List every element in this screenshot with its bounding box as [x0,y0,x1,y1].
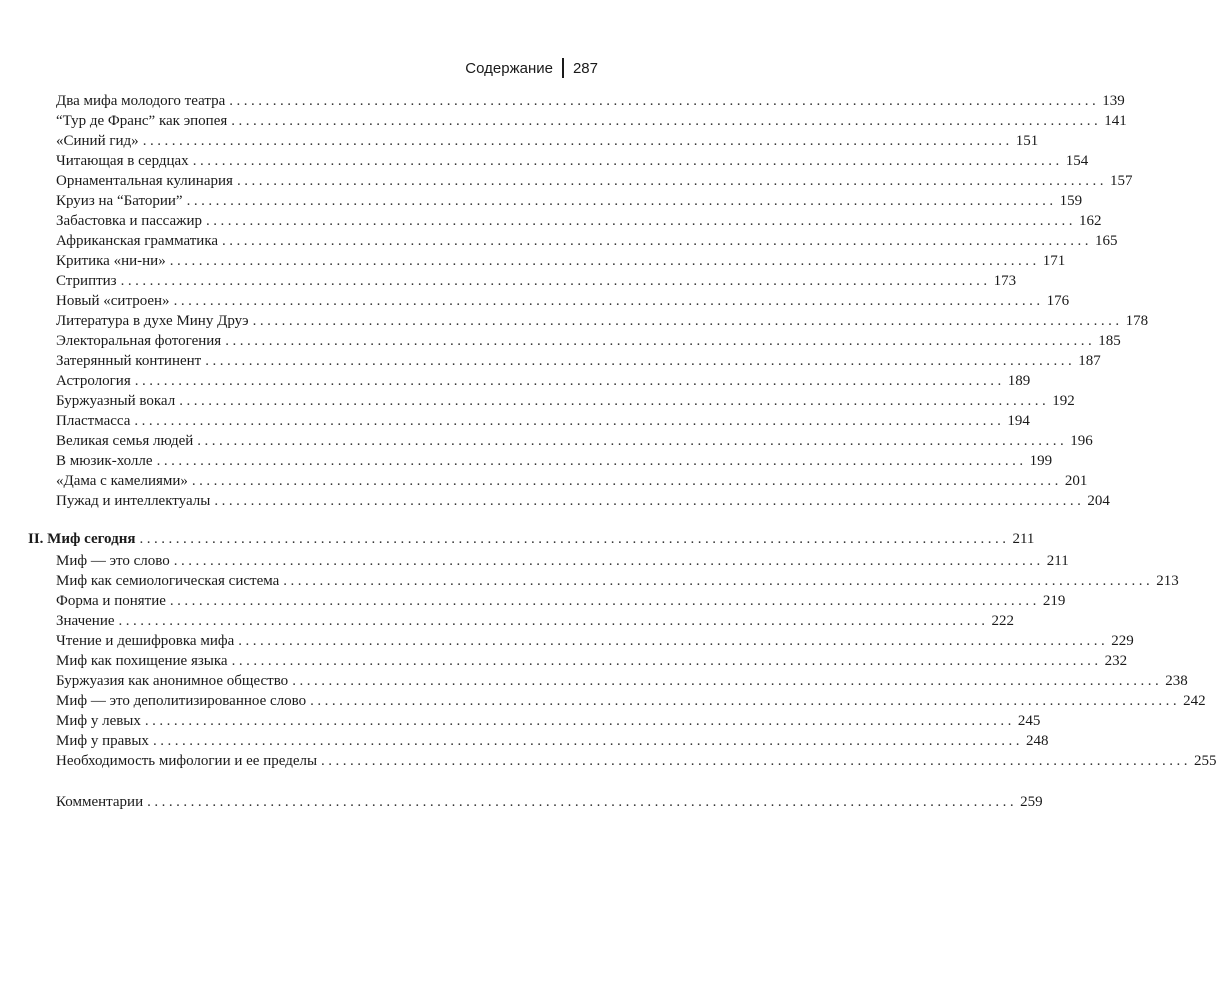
toc-entry-title: Миф у правых [56,733,149,749]
toc-entry [56,331,1121,351]
dot-leader: ........................................................................................................................ [229,93,1100,109]
toc-entry-page: 154 [1065,153,1089,169]
toc-entry-title: Миф как семиологическая система [56,573,280,589]
toc-entry [56,731,1049,751]
toc-entry [56,91,1125,111]
toc-entry-title: Миф как похищение языка [56,653,228,669]
toc-entry [56,611,1015,631]
toc-entry-page: 199 [1029,453,1053,469]
toc-entry [56,131,1039,151]
dot-leader: ........................................................................................................................ [214,493,1085,509]
toc-entry [56,251,1066,271]
dot-leader: ........................................................................................................................ [156,453,1027,469]
toc-entry [56,711,1041,731]
running-header-section: Содержание [465,59,553,77]
toc-entry [56,671,1188,691]
toc-entry-page: 259 [1020,794,1043,810]
dot-leader: ........................................................................................................................ [173,553,1044,569]
toc-entry [56,691,1206,711]
toc-entry [56,411,1030,431]
dot-leader: ........................................................................................................................ [152,733,1023,749]
toc-entry-title: Круиз на “Батории” [56,193,183,209]
dot-leader: ........................................................................................................................ [206,213,1077,229]
toc-entry [56,191,1083,211]
toc-entry [56,471,1088,491]
toc-entry-title: Литература в духе Мину Друэ [56,313,249,329]
dot-leader: ........................................................................................................................ [321,753,1192,769]
toc-entry-title: Критика «ни-ни» [56,253,166,269]
toc-entry [56,371,1031,391]
dot-leader: ........................................................................................................................ [169,253,1040,269]
dot-leader: ........................................................................................................................ [134,373,1005,389]
toc-entry-page: 178 [1125,313,1149,329]
dot-leader: ........................................................................................................................ [238,633,1109,649]
toc-entry-page: 159 [1059,193,1083,209]
toc-entry-title: «Синий гид» [56,133,139,149]
toc-entry-title: Читающая в сердцах [56,153,189,169]
toc-entry-page: 165 [1095,233,1118,249]
toc-entry-title: Чтение и дешифровка мифа [56,633,235,649]
dot-leader: ........................................................................................................................ [292,673,1163,689]
dot-leader: ........................................................................................................................ [231,653,1102,669]
dot-leader: ........................................................................................................................ [222,233,1093,249]
toc-entry-title: Новый «ситроен» [56,293,170,309]
toc-entry-page: 211 [1046,553,1069,569]
toc-entry [56,151,1089,171]
toc-entry [56,291,1070,311]
toc-entry-title: Стриптиз [56,273,117,289]
toc-entry-title: Орнаментальная кулинария [56,173,233,189]
toc-entry-page: 204 [1087,493,1110,509]
toc-entry [56,231,1118,251]
dot-leader: ........................................................................................................................ [252,313,1123,329]
toc-entry [56,211,1102,231]
toc-entry-page: 139 [1102,93,1125,109]
toc-entry [56,111,1127,131]
page-number: 287 [572,59,598,77]
toc-entry-page: 211 [1012,531,1035,547]
dot-leader: ........................................................................................................................ [197,433,1068,449]
toc-entry-page: 219 [1042,593,1066,609]
dot-leader: ........................................................................................................................ [147,794,1018,810]
dot-leader: ........................................................................................................................ [310,693,1181,709]
toc-entry-page: 173 [993,273,1017,289]
toc-entry-title: Пластмасса [56,413,131,429]
toc-entry [56,431,1093,451]
toc-entry [56,491,1110,511]
toc-entry-title: Великая семья людей [56,433,194,449]
toc-entry-page: 171 [1042,253,1066,269]
dot-leader: ........................................................................................................................ [283,573,1154,589]
toc-entry-title: Миф — это слово [56,553,170,569]
dot-leader: ........................................................................................................................ [139,531,1010,547]
toc-entry-page: 238 [1165,673,1188,689]
toc-entry-page: 157 [1109,173,1133,189]
toc-entry [56,571,1179,591]
toc-entry-page: 232 [1104,653,1128,669]
toc-entry-title: Два мифа молодого театра [56,93,226,109]
toc-entry-title: Пужад и интеллектуалы [56,493,211,509]
toc-entry-title: Забастовка и пассажир [56,213,203,229]
dot-leader: ........................................................................................................................ [144,713,1015,729]
toc-entry-title: «Дама с камелиями» [56,473,188,489]
toc-entry [56,591,1066,611]
toc-entry-page: 141 [1104,113,1127,129]
toc-entry [56,391,1075,411]
dot-leader: ........................................................................................................................ [205,353,1076,369]
toc-entry [56,311,1149,331]
dot-leader: ........................................................................................................................ [120,273,991,289]
toc-entry [56,631,1134,651]
toc-entry-title: Миф у левых [56,713,141,729]
toc-entry-page: 229 [1111,633,1134,649]
dot-leader: ........................................................................................................................ [191,473,1062,489]
toc-entry-page: 189 [1007,373,1031,389]
toc-entry-page: 151 [1015,133,1039,149]
toc-entry-title: Комментарии [56,794,144,810]
dot-leader: ........................................................................................................................ [134,413,1005,429]
dot-leader: ........................................................................................................................ [192,153,1063,169]
toc-entry [56,351,1101,371]
toc-entry [56,451,1053,471]
toc-entry-page: 222 [991,613,1015,629]
toc-entry-title: Необходимость мифологии и ее пределы [56,753,318,769]
toc-part-heading [28,529,1035,549]
dot-leader: ........................................................................................................................ [173,293,1044,309]
header-divider [562,58,564,78]
toc-entry-page: 196 [1070,433,1093,449]
dot-leader: ........................................................................................................................ [186,193,1057,209]
toc-entry-page: 245 [1017,713,1041,729]
toc-entry-title: Значение [56,613,115,629]
dot-leader: ........................................................................................................................ [225,333,1096,349]
toc-entry-page: 185 [1098,333,1121,349]
toc-entry [56,551,1069,571]
dot-leader: ........................................................................................................................ [169,593,1040,609]
toc-entry [56,792,1043,812]
toc-entry-page: 213 [1156,573,1179,589]
toc-entry-title: Буржуазия как анонимное общество [56,673,289,689]
running-header [465,58,598,78]
dot-leader: ........................................................................................................................ [118,613,989,629]
toc-entry-title: В мюзик-холле [56,453,153,469]
toc-entry-page: 162 [1079,213,1102,229]
toc-entry-page: 248 [1025,733,1049,749]
toc-entry [56,171,1133,191]
dot-leader: ........................................................................................................................ [142,133,1013,149]
toc-entry-page: 201 [1064,473,1088,489]
toc-entry-title: Форма и понятие [56,593,166,609]
toc-entry-title: “Тур де Франс” как эпопея [56,113,228,129]
toc-entry-page: 192 [1052,393,1075,409]
toc-entry-title: Буржуазный вокал [56,393,176,409]
toc-entry-page: 187 [1078,353,1101,369]
toc-entry-page: 255 [1194,753,1217,769]
dot-leader: ........................................................................................................................ [179,393,1050,409]
toc-entry-page: 194 [1007,413,1030,429]
toc-entry [56,651,1128,671]
toc-part-title: II. Миф сегодня [28,531,136,547]
toc-entry-title: Электоральная фотогения [56,333,222,349]
toc-entry-title: Африканская грамматика [56,233,219,249]
toc-entry-title: Миф — это деполитизированное слово [56,693,307,709]
toc-entry-title: Астрология [56,373,131,389]
toc-entry-page: 176 [1046,293,1070,309]
toc-entry [56,751,1217,771]
toc-entry [56,271,1017,291]
toc-entry-title: Затерянный континент [56,353,202,369]
toc-entry-page: 242 [1183,693,1206,709]
dot-leader: ........................................................................................................................ [231,113,1102,129]
dot-leader: ........................................................................................................................ [236,173,1107,189]
